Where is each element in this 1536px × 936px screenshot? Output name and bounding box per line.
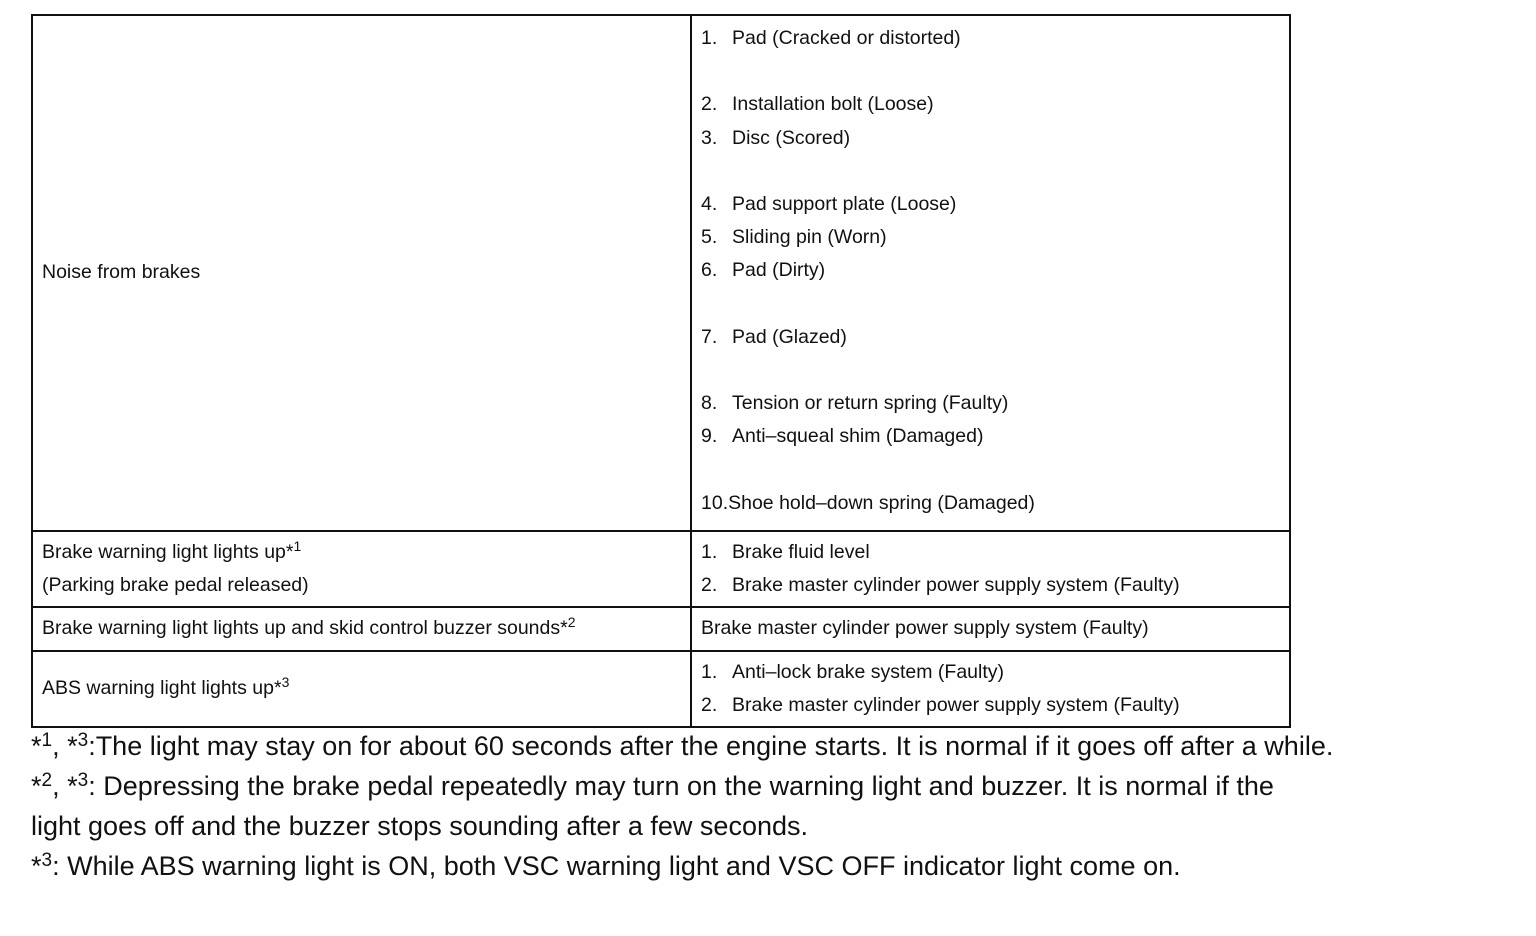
cause-text: Installation bolt (Loose) xyxy=(732,93,934,116)
cause-text: Pad (Cracked or distorted) xyxy=(732,27,961,49)
cause-text: Shoe hold–down spring (Damaged) xyxy=(728,491,1035,514)
symptom-line: Brake warning light lights up* xyxy=(42,540,294,563)
symptom-text: Noise from brakes xyxy=(42,261,201,284)
cause-item xyxy=(701,254,1280,287)
cause-number: 2. xyxy=(701,574,718,596)
symptom-cell xyxy=(32,531,691,607)
cause-text: Brake master cylinder power supply system (Faulty) xyxy=(732,694,1180,716)
footnote-text: : Depressing the brake pedal repeatedly may turn on the warning light and buzzer. It is normal if the xyxy=(88,771,1274,801)
cause-item xyxy=(701,387,1280,420)
symptom-cell xyxy=(32,651,691,727)
cause-number: 10. xyxy=(701,491,729,514)
table-row xyxy=(32,15,1290,531)
symptom-cell xyxy=(32,607,691,651)
cause-text: Disc (Scored) xyxy=(732,126,851,149)
cause-number: 9. xyxy=(701,425,718,448)
cause-text: Anti–squeal shim (Damaged) xyxy=(732,425,984,448)
cause-item xyxy=(701,22,1280,55)
footnote-marker: 1 xyxy=(41,730,53,751)
table-row xyxy=(32,531,1290,607)
cause-item xyxy=(701,487,1280,520)
cause-text: Pad support plate (Loose) xyxy=(732,192,957,215)
cause-item xyxy=(701,221,1280,254)
symptom-subtext: (Parking brake pedal released) xyxy=(42,574,309,596)
cause-number: 5. xyxy=(701,226,718,249)
footnote-asterisk: * xyxy=(31,771,42,801)
footnote-text: :The light may stay on for about 60 seconds after the engine starts. It is normal if it goes off after a while. xyxy=(88,731,1334,761)
spacer xyxy=(701,155,1280,188)
cause-number: 4. xyxy=(701,192,718,215)
cause-item xyxy=(701,536,1280,569)
cause-text: Sliding pin (Worn) xyxy=(732,226,887,249)
cause-text: Pad (Dirty) xyxy=(732,259,826,282)
cause-number: 1. xyxy=(701,540,718,563)
cause-number: 7. xyxy=(701,325,718,348)
footnote-marker: 3 xyxy=(77,770,89,791)
cause-item xyxy=(701,656,1280,689)
causes-cell xyxy=(691,531,1290,607)
cause-item xyxy=(701,321,1280,354)
footnote-marker: 2 xyxy=(567,614,576,631)
footnote-marker: 3 xyxy=(281,674,290,691)
cause-item xyxy=(701,188,1280,221)
footnote-asterisk: * xyxy=(31,851,42,881)
cause-text: Anti–lock brake system (Faulty) xyxy=(732,660,1005,683)
cause-text: Brake master cylinder power supply system (Faulty) xyxy=(701,617,1149,640)
symptom-text xyxy=(42,536,681,569)
symptom-cell xyxy=(32,15,691,531)
cause-item xyxy=(701,689,1280,722)
footnote-marker: 3 xyxy=(41,850,53,871)
cause-item xyxy=(701,420,1280,453)
cause-text: Brake master cylinder power supply system (Faulty) xyxy=(732,574,1180,596)
footnote-separator: , * xyxy=(52,731,78,761)
footnote-separator: , * xyxy=(52,771,78,801)
cause-number: 1. xyxy=(701,660,718,683)
cause-number: 2. xyxy=(701,694,718,716)
footnote xyxy=(31,766,1471,806)
symptom-text: Brake warning light lights up and skid control buzzer sounds* xyxy=(42,617,568,640)
causes-cell xyxy=(691,15,1290,531)
cause-text: Pad (Glazed) xyxy=(732,325,847,348)
cause-item xyxy=(701,88,1280,121)
cause-item xyxy=(701,569,1280,602)
causes-cell xyxy=(691,651,1290,727)
footnotes xyxy=(31,726,1471,886)
symptom-text: ABS warning light lights up* xyxy=(42,677,282,700)
footnote xyxy=(31,726,1471,766)
spacer xyxy=(701,354,1280,387)
cause-number: 3. xyxy=(701,126,718,149)
footnote-marker: 3 xyxy=(77,730,89,751)
footnote-marker: 2 xyxy=(41,770,53,791)
cause-number: 8. xyxy=(701,392,718,415)
cause-text: Tension or return spring (Faulty) xyxy=(732,392,1009,415)
spacer xyxy=(701,453,1280,486)
cause-number: 6. xyxy=(701,259,718,282)
footnote-marker: 1 xyxy=(293,537,302,554)
table-row xyxy=(32,607,1290,651)
cause-text: Brake fluid level xyxy=(732,540,870,563)
footnote xyxy=(31,846,1471,886)
cause-number: 1. xyxy=(701,27,718,49)
causes-cell xyxy=(691,607,1290,651)
spacer xyxy=(701,55,1280,88)
cause-number: 2. xyxy=(701,93,718,116)
footnote-text: : While ABS warning light is ON, both VSC warning light and VSC OFF indicator light come on. xyxy=(52,851,1181,881)
trouble-table xyxy=(31,14,1291,728)
table-row xyxy=(32,651,1290,727)
footnote-asterisk: * xyxy=(31,731,42,761)
spacer xyxy=(701,288,1280,321)
footnote-continuation: light goes off and the buzzer stops sounding after a few seconds. xyxy=(31,811,809,841)
cause-item xyxy=(701,122,1280,155)
